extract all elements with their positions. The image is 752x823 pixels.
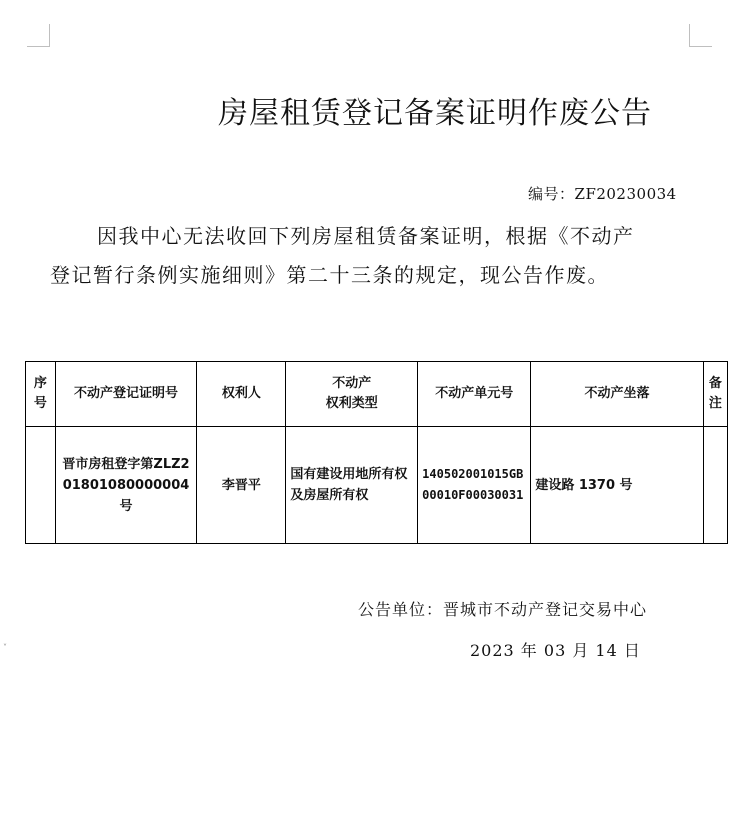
serial-number (528, 183, 677, 204)
serial-label: 编号： (528, 185, 575, 203)
header-cert-number: 不动产登记证明号 (55, 362, 197, 427)
body-paragraph-line-1: 因我中心无法收回下列房屋租赁备案证明，根据《不动产 (97, 224, 635, 248)
document-title: 房屋租赁登记备案证明作废公告 (218, 96, 652, 131)
announcement-date: 2023 年 03 月 14 日 (470, 641, 641, 660)
cell-unit-number: 140502001015GB00010F00030031 (418, 427, 531, 544)
page-corner-mark-top-left (27, 24, 50, 47)
serial-value: ZF20230034 (574, 185, 677, 203)
header-right-type-line-2: 权利类型 (325, 396, 378, 411)
certificate-table (25, 361, 728, 544)
header-right-type (286, 362, 418, 427)
header-unit-number: 不动产单元号 (418, 362, 531, 427)
body-paragraph-line-2: 登记暂行条例实施细则》第二十三条的规定，现公告作废。 (50, 263, 609, 287)
cell-cert-number: 晋市房租登字第ZLZ201801080000004号 (55, 427, 197, 544)
table-row (26, 427, 728, 544)
cell-location: 建设路 1370 号 (531, 427, 703, 544)
cell-holder: 李晋平 (197, 427, 286, 544)
cell-right-type: 国有建设用地所有权及房屋所有权 (286, 427, 418, 544)
margin-marker-icon: ˅ (3, 643, 7, 652)
header-location: 不动产坐落 (531, 362, 703, 427)
issuing-unit: 公告单位：晋城市不动产登记交易中心 (358, 600, 648, 619)
header-holder: 权利人 (197, 362, 286, 427)
cell-remark (703, 427, 727, 544)
cell-seq (26, 427, 56, 544)
header-seq: 序号 (26, 362, 56, 427)
table-header-row (26, 362, 728, 427)
page-corner-mark-top-right (689, 24, 712, 47)
header-right-type-line-1: 不动产 (332, 376, 372, 391)
header-remark: 备注 (703, 362, 727, 427)
